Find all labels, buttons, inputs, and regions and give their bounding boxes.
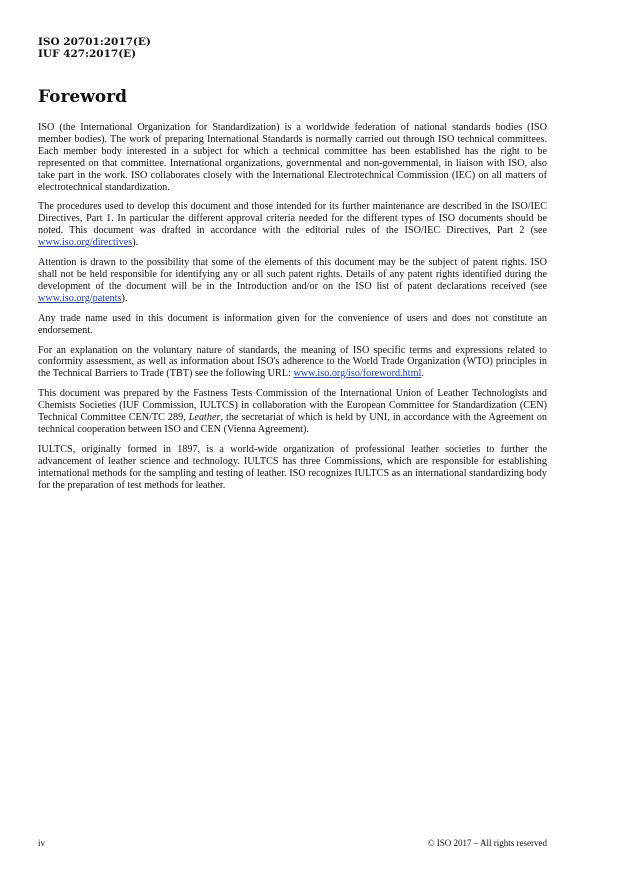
patents-link[interactable]: www.iso.org/patents bbox=[38, 292, 122, 304]
paragraph-preparation-text: This document was prepared by the Fastness Tests Commission of the International Union of Leather Technologists and Chemists Societies (IUF Commission, IULTCS) in collaboration with the European Committee for Standardization (CEN) Technical Committee CEN/TC 289, bbox=[38, 388, 547, 424]
document-identifier bbox=[38, 36, 151, 60]
page-number: iv bbox=[38, 838, 46, 848]
paragraph-patents bbox=[38, 257, 547, 305]
leather-italic: Leather bbox=[188, 412, 221, 424]
paragraph-procedures bbox=[38, 201, 547, 249]
paragraph-voluntary-nature bbox=[38, 345, 547, 381]
page-title: Foreword bbox=[38, 87, 128, 107]
doc-id-iuf: IUF 427:2017(E) bbox=[38, 48, 137, 60]
copyright-notice: © ISO 2017 – All rights reserved bbox=[427, 838, 547, 848]
paragraph-patents-tail: ). bbox=[121, 292, 128, 304]
doc-id-iso: ISO 20701:2017(E) bbox=[38, 36, 151, 48]
paragraph-voluntary-nature-text: For an explanation on the voluntary nature of standards, the meaning of ISO specific terms and expressions related to conformity assessment, as well as information about ISO's adherence to the World Trade Organization (WTO) principles in the Technical Barriers to Trade (TBT) see the following URL: bbox=[38, 344, 547, 380]
foreword-link[interactable]: www.iso.org/iso/foreword.html bbox=[293, 368, 422, 380]
directives-link[interactable]: www.iso.org/directives bbox=[38, 237, 133, 249]
paragraph-voluntary-nature-tail: . bbox=[421, 368, 424, 380]
paragraph-patents-text: Attention is drawn to the possibility that some of the elements of this document may be the subject of patent rights. ISO shall not be held responsible for identifying any or all such patent rights. Details of any patent rights identified during the development of the document will be in the Introduction and/or on the ISO list of patent declarations received (see bbox=[38, 257, 547, 292]
paragraph-procedures-text: The procedures used to develop this document and those intended for its further maintenance are described in the ISO/IEC Directives, Part 1. In particular the different approval criteria needed for the different types of ISO documents should be noted. This document was drafted in accordance with the editorial rules of the ISO/IEC Directives, Part 2 (see bbox=[38, 201, 547, 237]
paragraph-trade-names: Any trade name used in this document is information given for the convenience of users and does not constitute an endorsement. bbox=[38, 312, 547, 336]
paragraph-preparation bbox=[38, 388, 547, 436]
paragraph-procedures-tail: ). bbox=[132, 237, 139, 249]
paragraph-preparation-tail: , the secretariat of which is held by UNI, in accordance with the Agreement on technical cooperation between ISO and CEN (Vienna Agreement). bbox=[38, 412, 547, 435]
foreword-body bbox=[38, 122, 547, 499]
paragraph-iultcs: IULTCS, originally formed in 1897, is a world-wide organization of professional leather societies to further the advancement of leather science and technology. IULTCS has three Commissions, which are responsible for establishing international methods for the sampling and testing of leather. ISO recognizes IULTCS as an international standardizing body for the preparation of test methods for leather. bbox=[38, 443, 547, 491]
paragraph-iso-overview: ISO (the International Organization for Standardization) is a worldwide federation of national standards bodies (ISO member bodies). The work of preparing International Standards is normally carried out through ISO technical committees. Each member body interested in a subject for which a technical committee has been established has the right to be represented on that committee. International organizations, governmental and non-governmental, in liaison with ISO, also take part in the work. ISO collaborates closely with the International Electrotechnical Commission (IEC) on all matters of electrotechnical standardization. bbox=[38, 122, 547, 193]
